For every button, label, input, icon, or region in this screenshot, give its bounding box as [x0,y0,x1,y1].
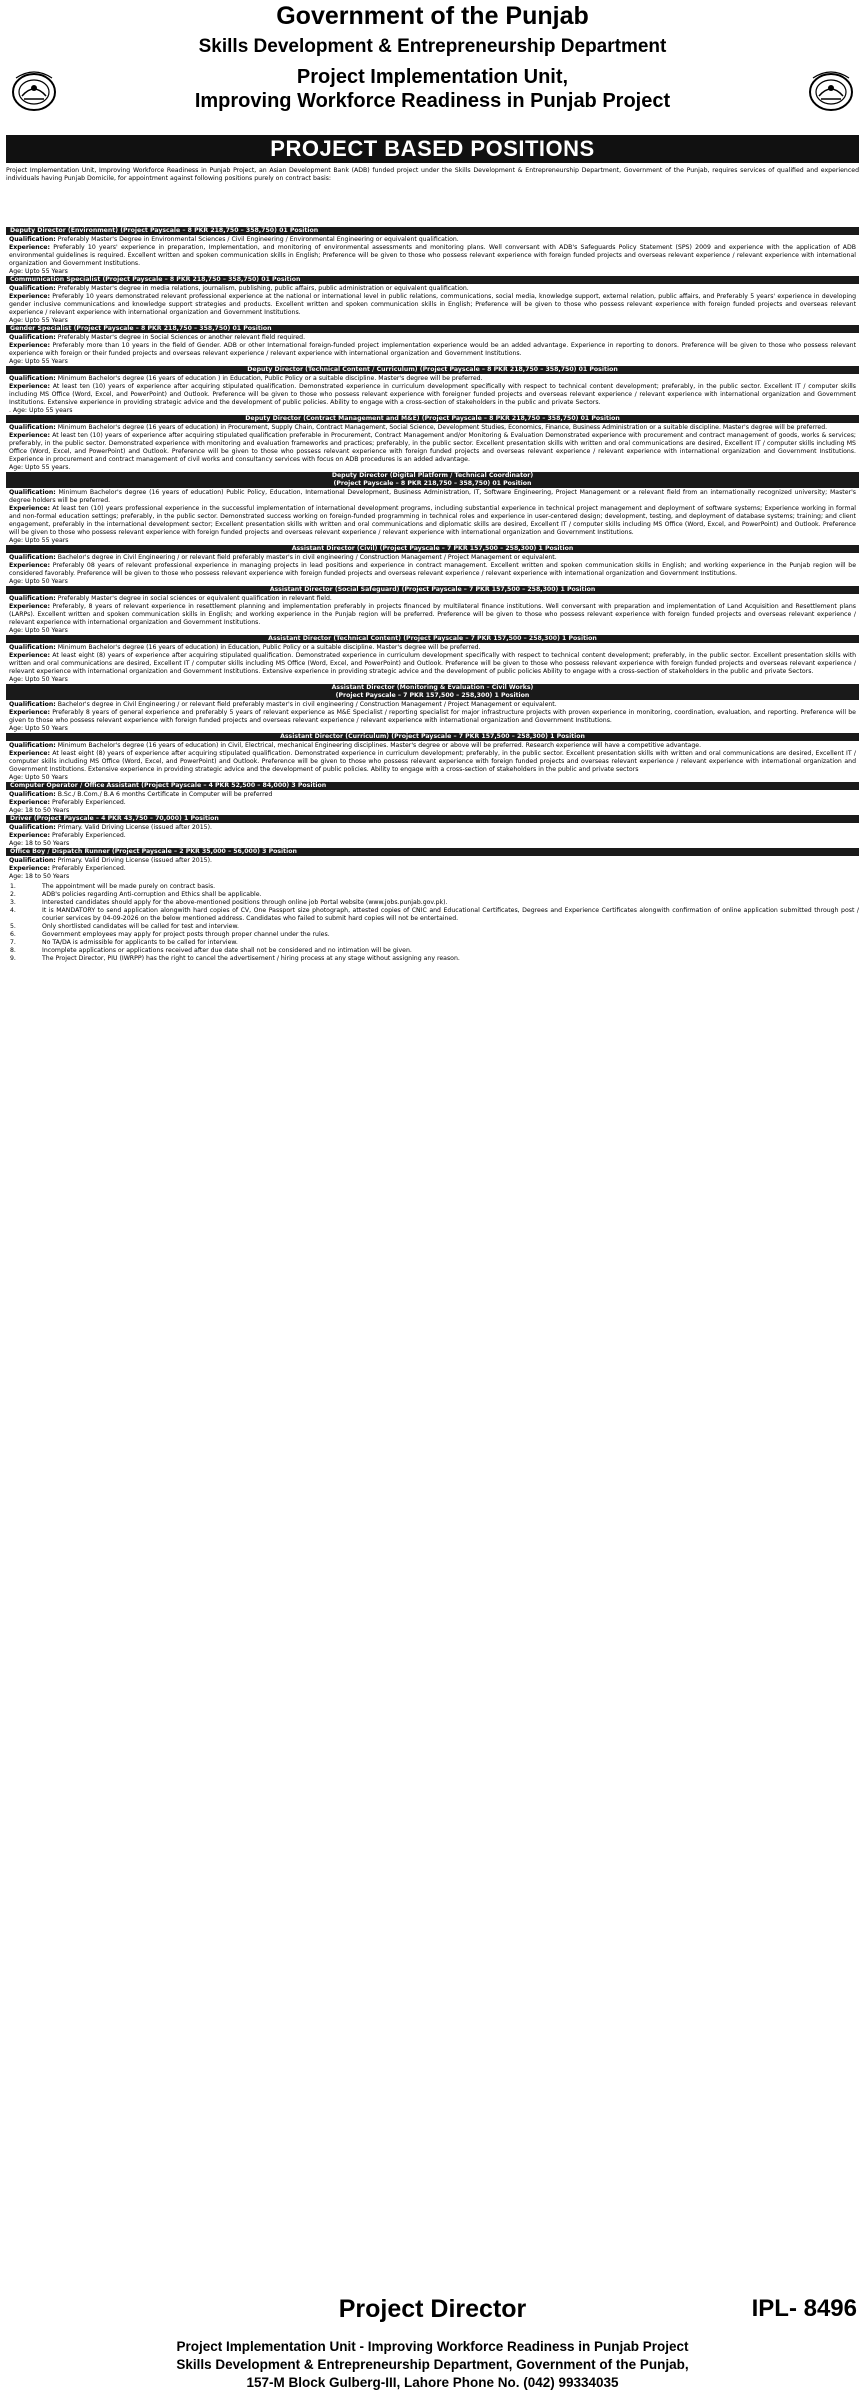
position-block [6,782,859,815]
position-title: Assistant Director (Social Safeguard) [269,586,400,593]
position-block [6,366,859,415]
qualification-text [9,644,856,652]
position-payscale: (Project Payscale – 4 PKR 43,750 – 70,000) 1 Position [33,815,219,822]
government-title: Government of the Punjab [276,2,589,30]
qualification-label: Qualification: [9,554,56,561]
qualification-value: B.Sc./ B.Com./ B.A 6 months Certificate in Computer will be preferred [57,791,273,798]
intro-paragraph: Project Implementation Unit, Improving Workforce Readiness in Punjab Project, an Asian Development Bank (ADB) funded project under the Skills Development & Entrepreneurship Department, Government of the Punjab, requires services of qualified and experienced individuals having Punjab Domicile, for appointment against following positions purely on contract basis: [6,167,859,182]
experience-label: Experience: [9,432,50,439]
positions-banner: PROJECT BASED POSITIONS [6,135,859,163]
position-block [6,635,859,684]
instruction-number: 4. [10,907,16,914]
position-title-bar [6,227,859,235]
experience-label: Experience: [9,244,50,251]
age-limit: Age: 18 to 50 Years [9,840,70,847]
qualification-label: Qualification: [9,791,56,798]
position-block [6,586,859,635]
position-block [6,325,859,366]
experience-text [9,342,856,358]
footer [0,2294,865,2392]
experience-text [9,432,856,464]
position-details [6,741,859,782]
ipl-number: IPL- 8496 [751,2295,857,2322]
position-payscale: (Project Payscale – 8 PKR 218,750 – 358,750) 01 Position [120,227,319,234]
experience-text [9,750,856,774]
footer-department-line: Skills Development & Entrepreneurship Department, Government of the Punjab, [176,2357,689,2372]
position-details [6,594,859,635]
instruction-item [6,955,859,963]
qualification-value: Minimum Bachelor's degree (16 years of education) Public Policy, Education, International Development, Business Administration, IT, Software Engineering, Project Management or a relevant field from an internationally recognized university; Master's degree holders will be preferred. [9,489,857,504]
age-limit: Age: Upto 50 Years [9,725,68,732]
footer-address-line: 157-M Block Gulberg-III, Lahore Phone No. (042) 99334035 [246,2375,619,2390]
footer-unit-line: Project Implementation Unit - Improving Workforce Readiness in Punjab Project [176,2339,689,2354]
qualification-label: Qualification: [9,644,56,651]
experience-value: At least eight (8) years of experience after acquiring stipulated qualification. Demonstrated experience in curriculum development specifically with respect to technical content development; preferably, in the public sector. Excellent presentation skills with written and oral communications are desired, Excellent IT / computer skills including MS Office (Word, Excel, and PowerPoint) and Outlook. Preference will be given to those who possess relevant experience with foreign funded projects and overseas relevant experience / relevant experience with international organization and Government Institutions. Extensive experience in providing strategic advice and the development of public policies Ability to engage with a cross-section of stakeholders in the public and private Sectors. [9,652,857,675]
position-title-bar [6,545,859,553]
experience-value: At least eight (8) years of experience after acquiring stipulated qualification. Demonstrated experience in curriculum development; preferably, in the public sector. Excellent presentation skills with written and oral communications are desired, Excellent IT / computer skills including MS Office (Word, Excel, and PowerPoint) and Outlook. Preference will be given to those who possess relevant experience with foreign funded projects and overseas relevant experience / relevant experience with international organization and Government Institutions. Extensive experience in providing strategic advice and the development of public policies. Ability to engage with a cross-section of stakeholders in the public and private sectors [9,750,856,773]
experience-text [9,832,856,840]
age-limit: Age: Upto 55 Years [9,358,68,365]
qualification-text [9,489,856,505]
qualification-label: Qualification: [9,595,56,602]
position-block [6,472,859,545]
qualification-value: Primary. Valid Driving License (issued after 2015). [57,857,212,864]
position-block [6,733,859,782]
position-block [6,848,859,881]
qualification-text [9,791,856,799]
position-details [6,374,859,415]
position-details [6,823,859,848]
instruction-text: ADB's policies regarding Anti-corruption and Ethics shall be applicable. [42,891,262,898]
instruction-text: Incomplete applications or applications received after due date shall not be considered and no intimation will be given. [42,947,412,954]
position-block [6,415,859,472]
instruction-number: 1. [10,883,16,890]
experience-value: Preferably 8 years of general experience and preferably 5 years of relevant experience as M&E Specialist / reporting specialist for major infrastructure projects with proven experience in monitoring, coordination, evaluation, and reporting. Preference will be given to those who possess relevant experience with foreign funded projects and overseas relevant experience / relevant experience with international organization and Government Institutions. [9,709,856,724]
position-title-bar [6,276,859,284]
experience-text [9,799,856,807]
qualification-text [9,424,856,432]
instruction-number: 7. [10,939,16,946]
experience-text [9,652,856,676]
qualification-text [9,236,856,244]
experience-value: Preferably 08 years of relevant professional experience in managing projects in lead positions and experience in contract management. Excellent written and spoken communication skills in English; and working experience in the Punjab region will be considered favorably. Preference will be given to those who possess relevant experience with foreign funded projects and overseas relevant experience / relevant experience with international organization and Government Institutions. [9,562,856,577]
age-limit: Age: Upto 50 Years [9,627,68,634]
experience-label: Experience: [9,799,50,806]
position-title: Deputy Director (Technical Content / Curriculum) [247,366,418,373]
positions-list [6,227,859,881]
qualification-value: Primary. Valid Driving License (issued after 2015). [57,824,212,831]
qualification-text [9,285,856,293]
experience-value: Preferably 10 years demonstrated relevant professional experience at the national or international level in public relations, communications, social media, knowledge support, external relation, public affairs, and Preferably 5 years' experience in developing gender inclusive communications and knowledge support strategies and products. Excellent written and spoken communication skills in English; Preference will be given to those who possess relevant experience with foreign funded projects and overseas relevant experience / relevant experience with international organization and Government Institutions. [9,293,856,316]
experience-text [9,865,856,873]
position-payscale: (Project Payscale – 7 PKR 157,500 – 258,300) 1 Position [391,733,585,740]
punjab-emblem-icon [807,68,855,112]
position-title-bar [6,733,859,741]
instruction-number: 9. [10,955,16,962]
qualification-label: Qualification: [9,424,56,431]
position-details [6,643,859,684]
qualification-value: Preferably Master's degree in media relations, journalism, publishing, public affairs, public administration or equivalent qualification. [57,285,469,292]
qualification-value: Minimum Bachelor's degree (16 years of education) in Procurement, Supply Chain, Contract Management, Social Science, Development Studies, Economics, Finance, Business Administration or a suitable discipline. Master's degree will be preferred. [57,424,828,431]
department-title: Skills Development & Entrepreneurship Department [198,36,667,57]
qualification-text [9,742,856,750]
instruction-number: 6. [10,931,16,938]
instruction-item [6,907,859,923]
instruction-text: Only shortlisted candidates will be called for test and interview. [42,923,239,930]
experience-label: Experience: [9,652,50,659]
age-limit: Age: 18 to 50 Years [9,807,70,814]
position-title: Assistant Director (Civil) [291,545,378,552]
instruction-item [6,923,859,931]
age-limit: Age: Upto 55 years [9,537,69,544]
experience-value: At least ten (10) years professional experience in the successful implementation of international development programs, including substantial experience in technical project management and deployment of software systems; Experience working in formal and non-formal education settings; preferably, in the public sector. Demonstrated success working on foreign-funded programming in technical roles and experience in user-centered design; development, testing, and deployment of database systems; training; and client engagement, preferably in the international development sector; Excellent presentation skills with written and oral communications and diplomatic skills are desired, Excellent IT / computer skills including MS Office (Word, Excel, and PowerPoint) and Outlook. Preference will be given to those who possess relevant experience with foreign funded projects and overseas relevant experience / relevant experience with international organization and Government Institutions. [9,505,856,536]
punjab-emblem-icon [10,68,58,112]
age-limit: Age: Upto 55 Years [9,268,68,275]
instruction-text: It is MANDATORY to send application alongwith hard copies of CV, One Passport size photograph, attested copies of CNIC and Educational Certificates, Degrees and Experience Certificates alongwith confirmation of online application submitted through post / courier services by 04-09-2026 on the below mentioned address. Candidates who failed to submit hard copies will not be entertained. [42,907,859,922]
qualification-text [9,334,856,342]
qualification-value: Minimum Bachelor's degree (16 years of education ) in Education, Public Policy or a suitable discipline. Master's degree will be preferred. [57,375,483,382]
position-details [6,333,859,366]
position-title-bar [6,325,859,333]
instruction-number: 2. [10,891,16,898]
experience-label: Experience: [9,832,50,839]
position-details [6,488,859,545]
qualification-label: Qualification: [9,236,56,243]
instruction-item [6,883,859,891]
instruction-text: The Project Director, PIU (IWRPP) has the right to cancel the advertisement / hiring process at any stage without assigning any reason. [42,955,460,962]
instruction-item [6,931,859,939]
qualification-value: Preferably Master's Degree in Environmental Sciences / Civil Engineering / Environmental Engineering or equivalent qualification. [57,236,459,243]
position-title-bar [6,415,859,423]
experience-value: At least ten (10) years of experience after acquiring stipulated qualification preferable in Procurement, Contract Management and/or Monitoring & Evaluation Demonstrated experience with procurement and contract management of goods, works & services; preferably, in the public sector. Demonstrated experience with monitoring and evaluation frameworks and practices; preferably, in the public sector. Excellent presentation skills with written and oral communications are desired, Excellent IT / computer skills including MS Office (Word, Excel, and PowerPoint) and Outlook. Preference will be given to those who possess relevant experience with foreign funded projects and overseas relevant experience / relevant experience with international organization and Government Institutions. Experience in procurement and contract management of civil works and consultancy services with focus on ADB procedures is an added advantage. [9,432,856,463]
qualification-label: Qualification: [9,489,56,496]
instruction-item [6,891,859,899]
experience-label: Experience: [9,342,50,349]
position-title: Assistant Director (Monitoring & Evaluation – Civil Works) [331,684,534,691]
position-title: Office Boy / Dispatch Runner [10,848,110,855]
position-title: Deputy Director (Contract Management and M&E) [245,415,420,422]
qualification-label: Qualification: [9,334,56,341]
experience-value: At least ten (10) years of experience after acquiring stipulated qualification. Demonstrated experience in curriculum development specifically with respect to technical content development; preferably, in the public sector. Excellent IT / computer skills including MS Office (Word, Excel, and PowerPoint) and Outlook. Preference will be given to those who possess relevant experience with foreigner funded projects and overseas relevant experience / relevant experience with international organization and Government Institutions. Extensive experience in providing strategic advice and the development of public policies. Ability to engage with a cross-section of stakeholders in the public and private Sectors. [9,383,856,406]
position-title-bar [6,472,859,488]
age-limit: Age: Upto 50 Years [9,676,68,683]
position-payscale: (Project Payscale – 8 PKR 218,750 – 358,750) 01 Position [333,480,532,487]
experience-text [9,293,856,317]
position-title: Assistant Director (Curriculum) [280,733,390,740]
position-title: Assistant Director (Technical Content) [268,635,402,642]
position-title: Deputy Director (Digital Platform / Technical Coordinator) [331,472,534,479]
position-details [6,553,859,586]
position-title: Driver [10,815,32,822]
position-title-bar [6,586,859,594]
experience-text [9,562,856,578]
qualification-label: Qualification: [9,701,56,708]
position-title-bar [6,848,859,856]
age-limit: Age: Upto 55 Years [9,317,68,324]
position-payscale: (Project Payscale – 8 PKR 218,750 – 358,750) 01 Position [73,325,272,332]
experience-value: Preferably Experienced. [51,832,126,839]
position-block [6,276,859,325]
position-title-bar [6,782,859,790]
age-limit: Age: 18 to 50 Years [9,873,70,880]
position-title: Computer Operator / Office Assistant [10,782,140,789]
position-block [6,545,859,586]
position-payscale: (Project Payscale – 8 PKR 218,750 – 358,750) 01 Position [419,366,618,373]
experience-value: Preferably, 8 years of relevant experience in resettlement planning and implementation preferably in projects financed by multilateral finance institutions. Well conversant with preparation and implementation of Land Acquisition and Resettlement plans (LARPs). Excellent written and spoken communication skills in English; and working experience in the Punjab region will be preferred. Preference will be given to those who possess relevant experience with foreign funded projects and overseas relevant experience / relevant experience with international organization and Government Institutions. [9,603,856,626]
position-title-bar [6,635,859,643]
qualification-value: Preferably Master's degree in Social Sciences or another relevant field required. [57,334,306,341]
instructions-list [6,883,859,963]
experience-label: Experience: [9,383,50,390]
experience-value: Preferably Experienced. [51,799,126,806]
position-payscale: (Project Payscale – 7 PKR 157,500 – 258,300) 1 Position [401,586,596,593]
qualification-text [9,375,856,383]
experience-text [9,603,856,627]
qualification-text [9,701,856,709]
position-payscale: (Project Payscale – 7 PKR 157,500 – 258,300) 1 Position [335,692,530,699]
instruction-text: Interested candidates should apply for the above-mentioned positions through online job Portal website (www.jobs.punjab.gov.pk). [42,899,448,906]
position-title: Communication Specialist [10,276,101,283]
signatory-title: Project Director [338,2295,527,2323]
age-limit: Age: Upto 55 years. [9,464,71,471]
position-title: Gender Specialist [10,325,72,332]
header [6,0,859,135]
instruction-text: No TA/DA is admissible for applicants to be called for interview. [42,939,238,946]
position-payscale: (Project Payscale – 4 PKR 52,500 – 84,000) 3 Position [141,782,327,789]
qualification-text [9,595,856,603]
position-block [6,684,859,733]
age-limit: . Age: Upto 55 years [9,407,73,414]
position-payscale: (Project Payscale – 7 PKR 157,500 – 258,300) 1 Position [403,635,597,642]
instruction-item [6,939,859,947]
position-details [6,423,859,472]
experience-text [9,244,856,268]
instruction-number: 8. [10,947,16,954]
experience-label: Experience: [9,709,50,716]
qualification-label: Qualification: [9,824,56,831]
position-payscale: (Project Payscale – 2 PKR 35,000 – 56,000) 3 Position [111,848,297,855]
instruction-item [6,899,859,907]
qualification-label: Qualification: [9,375,56,382]
experience-label: Experience: [9,293,50,300]
instruction-text: The appointment will be made purely on contract basis. [42,883,216,890]
position-details [6,856,859,881]
unit-title: Project Implementation Unit, [296,66,569,88]
position-block [6,227,859,276]
experience-label: Experience: [9,750,50,757]
experience-text [9,505,856,537]
position-title: Deputy Director (Environment) [10,227,119,234]
position-title-bar [6,366,859,374]
position-details [6,700,859,733]
experience-text [9,709,856,725]
position-details [6,235,859,276]
position-title-bar [6,684,859,700]
qualification-text [9,857,856,865]
qualification-text [9,554,856,562]
experience-value: Preferably Experienced. [51,865,126,872]
experience-label: Experience: [9,562,50,569]
experience-label: Experience: [9,505,50,512]
age-limit: Age: Upto 50 Years [9,578,68,585]
position-payscale: (Project Payscale – 7 PKR 157,500 – 258,300) 1 Position [379,545,574,552]
position-title-bar [6,815,859,823]
qualification-label: Qualification: [9,857,56,864]
position-block [6,815,859,848]
experience-label: Experience: [9,865,50,872]
experience-text [9,383,856,407]
age-limit: Age: Upto 50 Years [9,774,68,781]
experience-value: Preferably 10 years' experience in preparation, Implementation, and monitoring of environmental assessments and monitoring plans. Well conversant with ADB's Safeguards Policy Statement (SPS) 2009 and experience with the application of ADB environmental guidelines is required. Excellent written and spoken communication skills in English; Preference will be given to those who possess relevant experience with foreign funded projects and overseas relevant experience / relevant experience with international organization and Government Institutions. [9,244,856,267]
position-payscale: (Project Payscale – 8 PKR 218,750 – 358,750) 01 Position [421,415,620,422]
instruction-text: Government employees may apply for project posts through proper channel under the rules. [42,931,330,938]
qualification-value: Preferably Master's degree in social sciences or equivalent qualification in relevant field. [57,595,332,602]
qualification-value: Bachelor's degree in Civil Engineering / or relevant field preferably master's in civil engineering / Construction Management / Project Management or equivalent. [57,554,557,561]
position-payscale: (Project Payscale – 8 PKR 218,750 – 358,750) 01 Position [102,276,301,283]
qualification-label: Qualification: [9,285,56,292]
instruction-number: 3. [10,899,16,906]
instruction-item [6,947,859,955]
position-details [6,284,859,325]
qualification-text [9,824,856,832]
project-title: Improving Workforce Readiness in Punjab Project [194,90,671,112]
instruction-number: 5. [10,923,16,930]
experience-label: Experience: [9,603,50,610]
qualification-label: Qualification: [9,742,56,749]
qualification-value: Bachelor's degree in Civil Engineering / or relevant field preferably master's in civil engineering / Construction Management / Project Management or equivalent. [57,701,557,708]
qualification-value: Minimum Bachelor's degree (16 years of education) in Civil, Electrical, mechanical Engineering disciplines. Master's degree or above will be preferred. Research experience will have a competitive advantage. [57,742,702,749]
experience-value: Preferably more than 10 years in the field of Gender. ADB or other International foreign-funded project implementation experience would be an added advantage. Experience in reporting to donors. Preference will be given to those who possess relevant experience with foreign or their funded projects and overseas relevant experience / relevant experience with international organization and Government Institutions. [9,342,857,357]
qualification-value: Minimum Bachelor's degree (16 years of education) in Education, Public Policy or a suitable discipline. Master's degree will be preferred. [57,644,481,651]
position-details [6,790,859,815]
